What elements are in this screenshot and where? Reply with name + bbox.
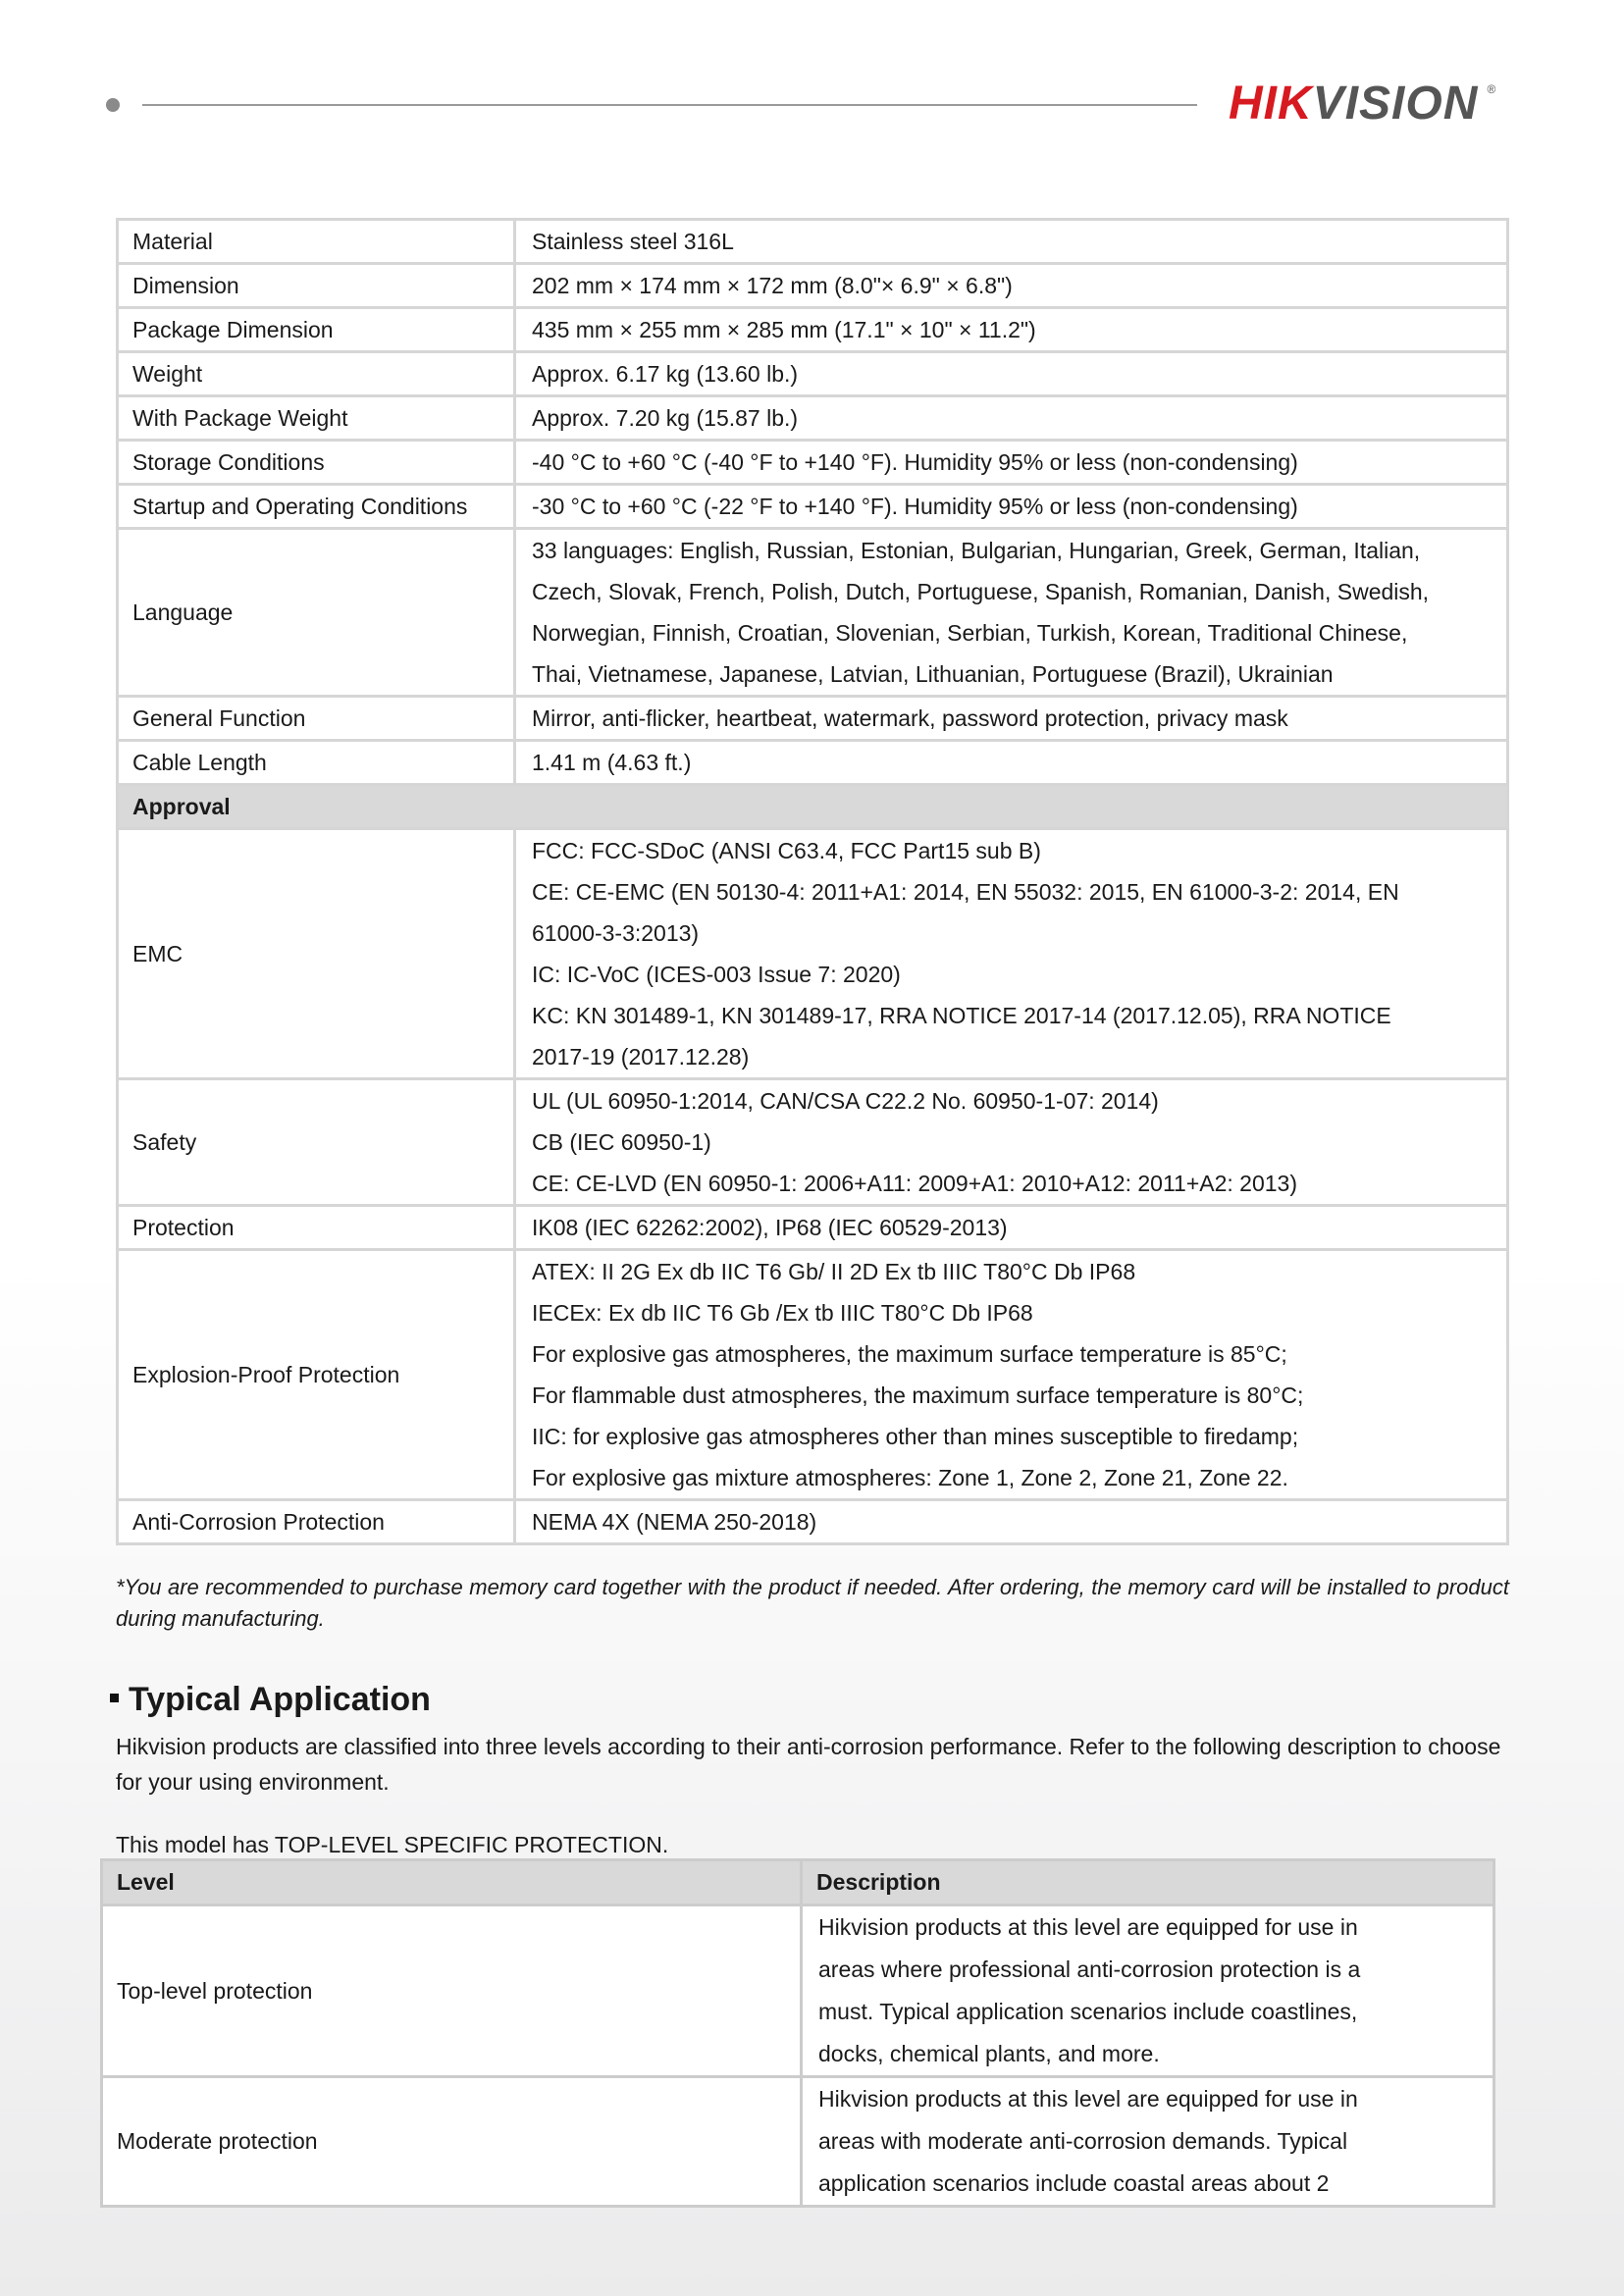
spec-label: Cable Length xyxy=(118,741,515,785)
spec-label: Dimension xyxy=(118,264,515,308)
spec-row xyxy=(118,741,1508,785)
spec-value xyxy=(515,1500,1508,1544)
spec-row xyxy=(118,1079,1508,1206)
square-bullet-icon xyxy=(110,1694,119,1702)
spec-row xyxy=(118,529,1508,697)
description-line: Hikvision products at this level are equipped for use in xyxy=(818,2086,1358,2112)
spec-value-line: CB (IEC 60950-1) xyxy=(532,1129,711,1155)
approval-section-heading: Approval xyxy=(118,785,1508,829)
spec-value-line: NEMA 4X (NEMA 250-2018) xyxy=(532,1509,817,1535)
spec-value-line: For explosive gas atmospheres, the maximum surface temperature is 85°C; xyxy=(532,1341,1287,1367)
spec-value-line: Czech, Slovak, French, Polish, Dutch, Portuguese, Spanish, Romanian, Danish, Swedish, xyxy=(532,579,1430,604)
spec-value-line: 33 languages: English, Russian, Estonian, Bulgarian, Hungarian, Greek, German, Italian, xyxy=(532,538,1421,563)
description-line: areas where professional anti-corrosion protection is a xyxy=(818,1957,1361,1982)
logo-registered-mark: ® xyxy=(1487,82,1496,96)
spec-value-line: Thai, Vietnamese, Japanese, Latvian, Lithuanian, Portuguese (Brazil), Ukrainian xyxy=(532,661,1334,687)
spec-row xyxy=(118,308,1508,352)
spec-label: Startup and Operating Conditions xyxy=(118,485,515,529)
spec-value xyxy=(515,829,1508,1079)
spec-row xyxy=(118,1500,1508,1544)
protection-level-description xyxy=(802,2077,1494,2207)
memory-card-footnote: *You are recommended to purchase memory card together with the product if needed. After ordering, the memory card will be installed to product during manufacturing. xyxy=(116,1575,1509,1631)
spec-row xyxy=(118,485,1508,529)
spec-value-line: Approx. 7.20 kg (15.87 lb.) xyxy=(532,405,799,431)
protection-level-name: Top-level protection xyxy=(102,1905,802,2077)
spec-label: EMC xyxy=(118,829,515,1079)
description-line: docks, chemical plants, and more. xyxy=(818,2041,1160,2066)
level-table-body xyxy=(102,1905,1494,2207)
spec-row xyxy=(118,441,1508,485)
spec-value-line: FCC: FCC-SDoC (ANSI C63.4, FCC Part15 sub B) xyxy=(532,838,1041,863)
spec-value xyxy=(515,396,1508,441)
spec-label: Safety xyxy=(118,1079,515,1206)
spec-value-line: Mirror, anti-flicker, heartbeat, watermark, password protection, privacy mask xyxy=(532,705,1288,731)
typical-application-heading xyxy=(110,1678,431,1721)
spec-value-line: -40 °C to +60 °C (-40 °F to +140 °F). Humidity 95% or less (non-condensing) xyxy=(532,449,1298,475)
typical-application-title: Typical Application xyxy=(129,1681,431,1718)
typical-application-intro: Hikvision products are classified into three levels according to their anti-corrosion performance. Refer to the following description to choose for your using environment. xyxy=(116,1734,1501,1795)
spec-label: Weight xyxy=(118,352,515,396)
protection-level-name: Moderate protection xyxy=(102,2077,802,2207)
protection-level-table xyxy=(100,1858,1495,2208)
spec-row xyxy=(118,220,1508,264)
header-dot xyxy=(106,98,120,112)
spec-value xyxy=(515,264,1508,308)
spec-value-line: Norwegian, Finnish, Croatian, Slovenian, Serbian, Turkish, Korean, Traditional Chinese, xyxy=(532,620,1408,646)
logo-vision-text: VISION xyxy=(1312,78,1479,130)
spec-value-line: 435 mm × 255 mm × 285 mm (17.1" × 10" × 11.2") xyxy=(532,317,1036,342)
spec-label: Package Dimension xyxy=(118,308,515,352)
level-column-header: Level xyxy=(102,1860,802,1905)
spec-value xyxy=(515,308,1508,352)
spec-value xyxy=(515,741,1508,785)
spec-value-line: -30 °C to +60 °C (-22 °F to +140 °F). Humidity 95% or less (non-condensing) xyxy=(532,494,1298,519)
description-line: areas with moderate anti-corrosion demands. Typical xyxy=(818,2128,1348,2154)
specification-table xyxy=(116,218,1509,1545)
spec-value-line: CE: CE-LVD (EN 60950-1: 2006+A11: 2009+A1: 2010+A12: 2011+A2: 2013) xyxy=(532,1171,1297,1196)
hikvision-logo xyxy=(1229,77,1496,131)
spec-label: Storage Conditions xyxy=(118,441,515,485)
spec-value-line: IK08 (IEC 62262:2002), IP68 (IEC 60529-2013) xyxy=(532,1215,1008,1240)
model-protection-note: This model has TOP-LEVEL SPECIFIC PROTECTION. xyxy=(116,1832,669,1857)
spec-label: General Function xyxy=(118,697,515,741)
description-line: application scenarios include coastal areas about 2 xyxy=(818,2170,1330,2196)
spec-label: Material xyxy=(118,220,515,264)
spec-row xyxy=(118,264,1508,308)
level-table-header-row xyxy=(102,1860,1494,1905)
spec-value-line: For flammable dust atmospheres, the maximum surface temperature is 80°C; xyxy=(532,1383,1304,1408)
spec-value xyxy=(515,697,1508,741)
spec-label: With Package Weight xyxy=(118,396,515,441)
spec-value-line: Approx. 6.17 kg (13.60 lb.) xyxy=(532,361,799,387)
spec-label: Anti-Corrosion Protection xyxy=(118,1500,515,1544)
spec-value xyxy=(515,352,1508,396)
page-header xyxy=(0,0,1624,157)
header-rule xyxy=(142,104,1197,106)
level-row xyxy=(102,1905,1494,2077)
spec-label: Explosion-Proof Protection xyxy=(118,1250,515,1500)
spec-value-line: 1.41 m (4.63 ft.) xyxy=(532,750,692,775)
spec-value xyxy=(515,1206,1508,1250)
spec-row xyxy=(118,697,1508,741)
protection-level-description xyxy=(802,1905,1494,2077)
spec-row xyxy=(118,352,1508,396)
spec-value xyxy=(515,441,1508,485)
spec-value xyxy=(515,220,1508,264)
description-column-header: Description xyxy=(802,1860,1494,1905)
spec-row xyxy=(118,829,1508,1079)
spec-value-line: IECEx: Ex db IIC T6 Gb /Ex tb IIIC T80°C Db IP68 xyxy=(532,1300,1033,1326)
spec-value-line: UL (UL 60950-1:2014, CAN/CSA C22.2 No. 60950-1-07: 2014) xyxy=(532,1088,1159,1114)
specification-table-body xyxy=(118,220,1508,1544)
spec-value xyxy=(515,1250,1508,1500)
spec-row xyxy=(118,396,1508,441)
spec-label: Protection xyxy=(118,1206,515,1250)
description-line: Hikvision products at this level are equipped for use in xyxy=(818,1914,1358,1940)
spec-value xyxy=(515,529,1508,697)
approval-section-row xyxy=(118,785,1508,829)
spec-value-line: 2017-19 (2017.12.28) xyxy=(532,1044,750,1070)
spec-label: Language xyxy=(118,529,515,697)
logo-hik-text: HIK xyxy=(1229,78,1313,130)
spec-value-line: CE: CE-EMC (EN 50130-4: 2011+A1: 2014, EN 55032: 2015, EN 61000-3-2: 2014, EN xyxy=(532,879,1399,905)
description-line: must. Typical application scenarios include coastlines, xyxy=(818,1999,1358,2024)
spec-value-line: 61000-3-3:2013) xyxy=(532,920,700,946)
spec-value-line: IC: IC-VoC (ICES-003 Issue 7: 2020) xyxy=(532,962,901,987)
spec-value-line: ATEX: II 2G Ex db IIC T6 Gb/ II 2D Ex tb IIIC T80°C Db IP68 xyxy=(532,1259,1136,1284)
spec-value xyxy=(515,1079,1508,1206)
spec-row xyxy=(118,1250,1508,1500)
spec-value xyxy=(515,485,1508,529)
spec-row xyxy=(118,1206,1508,1250)
spec-value-line: KC: KN 301489-1, KN 301489-17, RRA NOTICE 2017-14 (2017.12.05), RRA NOTICE xyxy=(532,1003,1391,1028)
spec-value-line: Stainless steel 316L xyxy=(532,229,734,254)
level-row xyxy=(102,2077,1494,2207)
spec-value-line: For explosive gas mixture atmospheres: Zone 1, Zone 2, Zone 21, Zone 22. xyxy=(532,1465,1288,1490)
spec-value-line: IIC: for explosive gas atmospheres other than mines susceptible to firedamp; xyxy=(532,1424,1299,1449)
spec-value-line: 202 mm × 174 mm × 172 mm (8.0"× 6.9" × 6.8") xyxy=(532,273,1013,298)
